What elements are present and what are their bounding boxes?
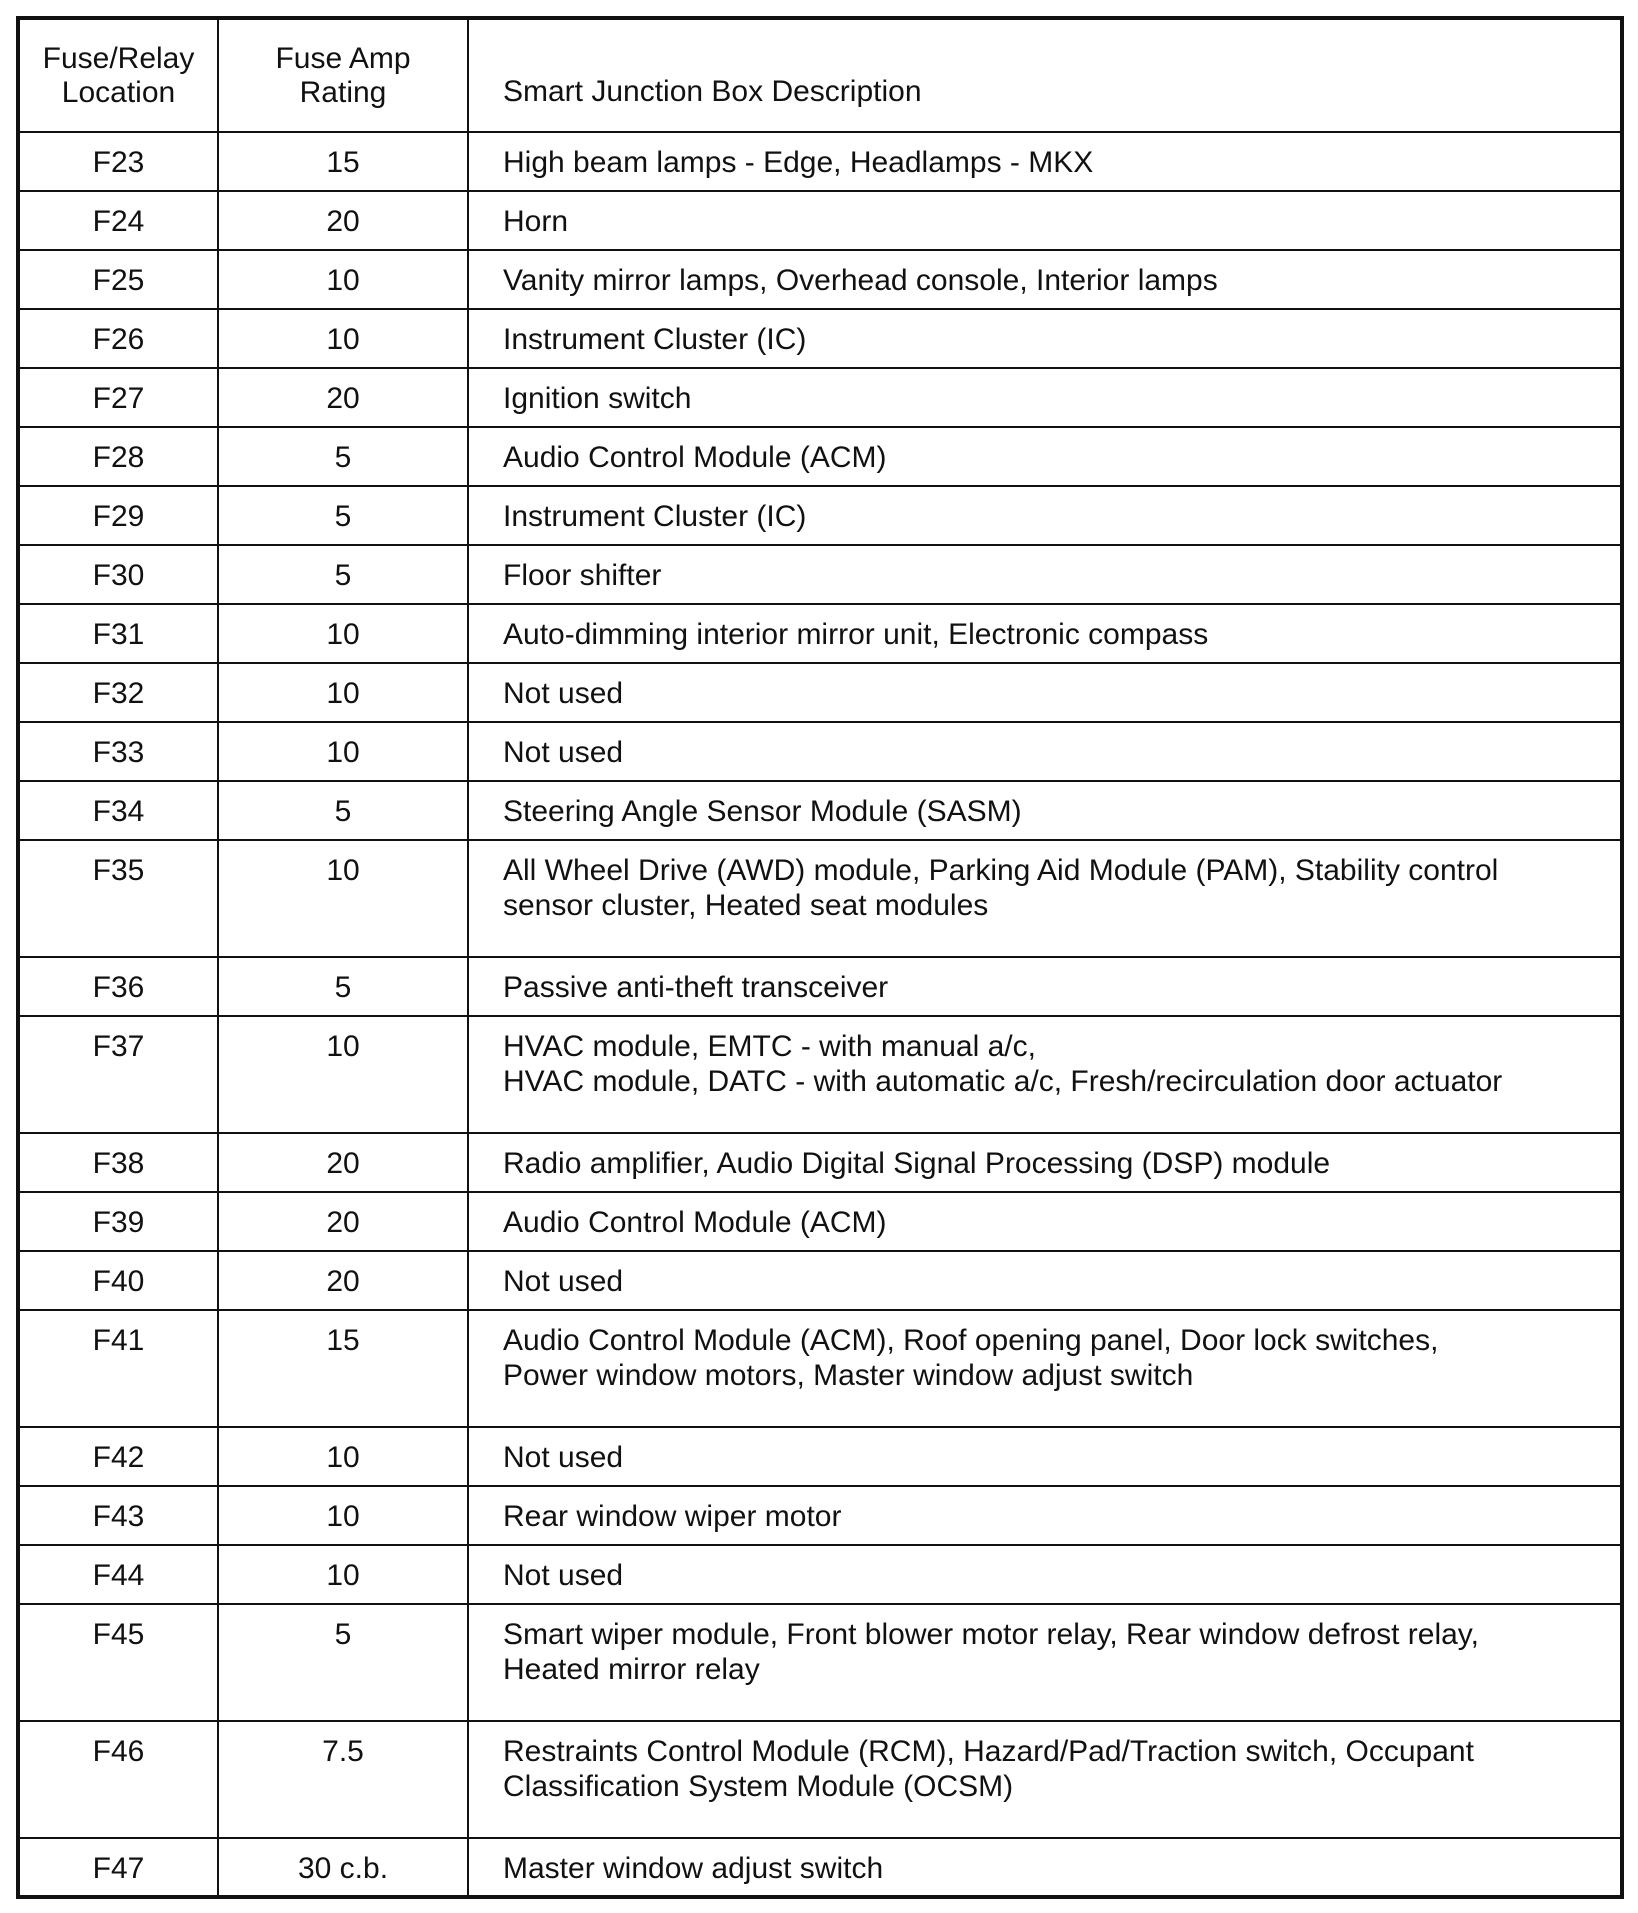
- table-row: [18, 1310, 1622, 1427]
- fuse-table: [16, 16, 1624, 1899]
- fuse-description: Auto-dimming interior mirror unit, Electronic compass: [468, 604, 1622, 663]
- fuse-amp: 10: [218, 1427, 468, 1486]
- fuse-location: F39: [18, 1192, 218, 1251]
- fuse-location: F25: [18, 250, 218, 309]
- table-row: [18, 191, 1622, 250]
- table-row: [18, 132, 1622, 191]
- fuse-description: Not used: [468, 1251, 1622, 1310]
- fuse-amp: 10: [218, 663, 468, 722]
- table-row: [18, 545, 1622, 604]
- fuse-location: F24: [18, 191, 218, 250]
- fuse-amp: 15: [218, 1310, 468, 1427]
- fuse-description: Radio amplifier, Audio Digital Signal Processing (DSP) module: [468, 1133, 1622, 1192]
- fuse-description: Horn: [468, 191, 1622, 250]
- fuse-description: Steering Angle Sensor Module (SASM): [468, 781, 1622, 840]
- fuse-location: F42: [18, 1427, 218, 1486]
- fuse-description: Not used: [468, 722, 1622, 781]
- fuse-location: F31: [18, 604, 218, 663]
- header-row: [18, 18, 1622, 132]
- fuse-location: F47: [18, 1838, 218, 1897]
- table-row: [18, 309, 1622, 368]
- fuse-description: Not used: [468, 1427, 1622, 1486]
- fuse-location: F29: [18, 486, 218, 545]
- table-row: [18, 604, 1622, 663]
- fuse-location: F30: [18, 545, 218, 604]
- fuse-amp: 10: [218, 840, 468, 957]
- table-row: [18, 486, 1622, 545]
- fuse-amp: 20: [218, 368, 468, 427]
- fuse-description: Rear window wiper motor: [468, 1486, 1622, 1545]
- fuse-location: F38: [18, 1133, 218, 1192]
- fuse-amp: 10: [218, 309, 468, 368]
- fuse-amp: 5: [218, 545, 468, 604]
- fuse-location: F35: [18, 840, 218, 957]
- fuse-amp: 5: [218, 957, 468, 1016]
- fuse-location: F40: [18, 1251, 218, 1310]
- table-row: [18, 368, 1622, 427]
- table-row: [18, 1486, 1622, 1545]
- table-row: [18, 1721, 1622, 1838]
- fuse-amp: 10: [218, 1486, 468, 1545]
- fuse-amp: 5: [218, 427, 468, 486]
- fuse-amp: 20: [218, 1251, 468, 1310]
- table-row: [18, 1192, 1622, 1251]
- fuse-description: Ignition switch: [468, 368, 1622, 427]
- fuse-description: Restraints Control Module (RCM), Hazard/Pad/Traction switch, Occupant Classification System Module (OCSM): [468, 1721, 1622, 1838]
- fuse-amp: 7.5: [218, 1721, 468, 1838]
- fuse-location: F44: [18, 1545, 218, 1604]
- fuse-description: All Wheel Drive (AWD) module, Parking Aid Module (PAM), Stability control sensor cluster, Heated seat modules: [468, 840, 1622, 957]
- table-row: [18, 1133, 1622, 1192]
- fuse-amp: 10: [218, 1545, 468, 1604]
- fuse-amp: 20: [218, 1192, 468, 1251]
- header-description: [468, 18, 1622, 132]
- fuse-location: F28: [18, 427, 218, 486]
- fuse-description: High beam lamps - Edge, Headlamps - MKX: [468, 132, 1622, 191]
- header-location-label: Fuse/Relay Location: [42, 41, 195, 109]
- table-row: [18, 781, 1622, 840]
- fuse-amp: 20: [218, 191, 468, 250]
- fuse-location: F23: [18, 132, 218, 191]
- table-row: [18, 722, 1622, 781]
- fuse-amp: 15: [218, 132, 468, 191]
- table-row: [18, 427, 1622, 486]
- fuse-amp: 5: [218, 1604, 468, 1721]
- table-row: [18, 1838, 1622, 1897]
- table-row: [18, 663, 1622, 722]
- fuse-amp: 10: [218, 604, 468, 663]
- fuse-amp: 10: [218, 250, 468, 309]
- header-location: [18, 18, 218, 132]
- fuse-description: Passive anti-theft transceiver: [468, 957, 1622, 1016]
- fuse-amp: 10: [218, 1016, 468, 1133]
- table-row: [18, 1251, 1622, 1310]
- fuse-description: HVAC module, EMTC - with manual a/c, HVAC module, DATC - with automatic a/c, Fresh/recirculation door actuator: [468, 1016, 1622, 1133]
- fuse-amp: 30 c.b.: [218, 1838, 468, 1897]
- fuse-location: F37: [18, 1016, 218, 1133]
- fuse-description: Floor shifter: [468, 545, 1622, 604]
- table-row: [18, 957, 1622, 1016]
- header-amp-label: Fuse Amp Rating: [275, 41, 411, 109]
- fuse-location: F34: [18, 781, 218, 840]
- fuse-description: Not used: [468, 663, 1622, 722]
- fuse-location: F43: [18, 1486, 218, 1545]
- fuse-amp: 10: [218, 722, 468, 781]
- fuse-description: Vanity mirror lamps, Overhead console, Interior lamps: [468, 250, 1622, 309]
- fuse-description: Audio Control Module (ACM), Roof opening panel, Door lock switches, Power window motors, Master window adjust switch: [468, 1310, 1622, 1427]
- table-row: [18, 250, 1622, 309]
- fuse-description: Smart wiper module, Front blower motor relay, Rear window defrost relay, Heated mirror relay: [468, 1604, 1622, 1721]
- fuse-location: F26: [18, 309, 218, 368]
- table-row: [18, 1604, 1622, 1721]
- fuse-description: Not used: [468, 1545, 1622, 1604]
- fuse-location: F45: [18, 1604, 218, 1721]
- table-row: [18, 840, 1622, 957]
- fuse-amp: 5: [218, 781, 468, 840]
- fuse-location: F36: [18, 957, 218, 1016]
- fuse-location: F46: [18, 1721, 218, 1838]
- fuse-amp: 5: [218, 486, 468, 545]
- table-row: [18, 1427, 1622, 1486]
- table-row: [18, 1016, 1622, 1133]
- fuse-description: Audio Control Module (ACM): [468, 1192, 1622, 1251]
- fuse-location: F41: [18, 1310, 218, 1427]
- fuse-description: Instrument Cluster (IC): [468, 486, 1622, 545]
- table-row: [18, 1545, 1622, 1604]
- fuse-amp: 20: [218, 1133, 468, 1192]
- header-description-label: Smart Junction Box Description: [503, 75, 922, 108]
- fuse-location: F27: [18, 368, 218, 427]
- fuse-description: Instrument Cluster (IC): [468, 309, 1622, 368]
- header-amp-rating: [218, 18, 468, 132]
- fuse-description: Master window adjust switch: [468, 1838, 1622, 1897]
- fuse-description: Audio Control Module (ACM): [468, 427, 1622, 486]
- fuse-location: F33: [18, 722, 218, 781]
- fuse-location: F32: [18, 663, 218, 722]
